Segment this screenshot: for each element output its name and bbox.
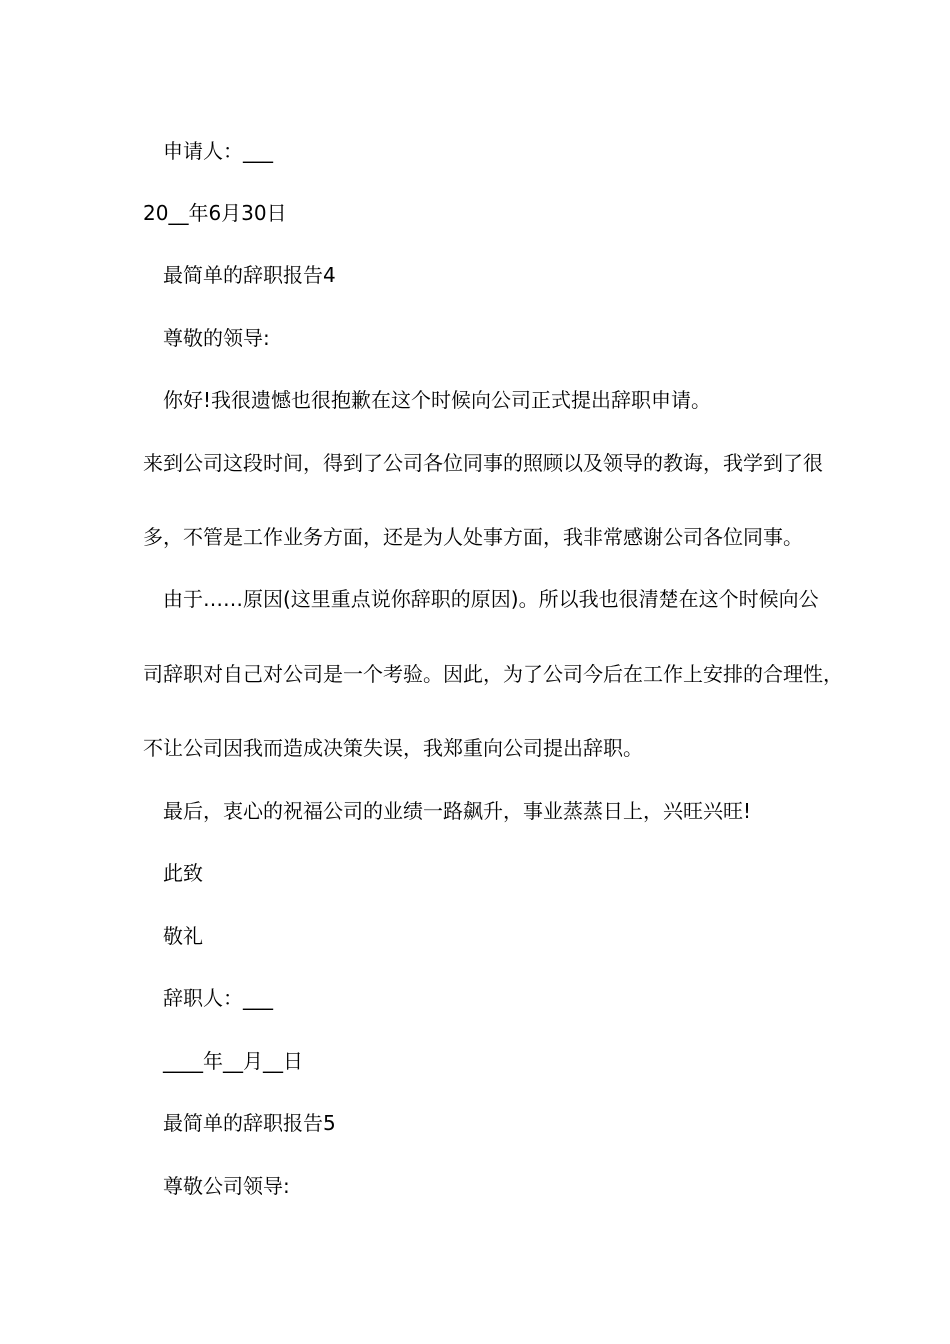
report-5-title: 最简单的辞职报告5 (163, 1111, 336, 1135)
salutation: 尊敬公司领导: (163, 1174, 290, 1198)
resigner-line: 辞职人：___ (163, 986, 273, 1010)
paragraph-line: 最后，衷心的祝福公司的业绩一路飙升，事业蒸蒸日上，兴旺兴旺! (163, 799, 752, 823)
closing-line: 此致 (163, 861, 203, 885)
report-4-title: 最简单的辞职报告4 (163, 263, 336, 287)
date-line: 20__年6月30日 (143, 201, 287, 225)
paragraph-line: 来到公司这段时间，得到了公司各位同事的照顾以及领导的教诲，我学到了很 (143, 451, 823, 475)
blank-date-line: ____年__月__日 (163, 1049, 303, 1073)
paragraph-line: 由于……原因(这里重点说你辞职的原因)。所以我也很清楚在这个时候向公 (163, 587, 819, 611)
salutation: 尊敬的领导: (163, 326, 270, 350)
closing-line: 敬礼 (163, 924, 203, 948)
paragraph-line: 你好!我很遗憾也很抱歉在这个时候向公司正式提出辞职申请。 (163, 388, 712, 412)
paragraph-line: 多，不管是工作业务方面，还是为人处事方面，我非常感谢公司各位同事。 (143, 525, 803, 549)
paragraph-line: 司辞职对自己对公司是一个考验。因此，为了公司今后在工作上安排的合理性， (143, 662, 843, 686)
paragraph-line: 不让公司因我而造成决策失误，我郑重向公司提出辞职。 (143, 736, 643, 760)
applicant-line: 申请人：___ (163, 139, 273, 163)
